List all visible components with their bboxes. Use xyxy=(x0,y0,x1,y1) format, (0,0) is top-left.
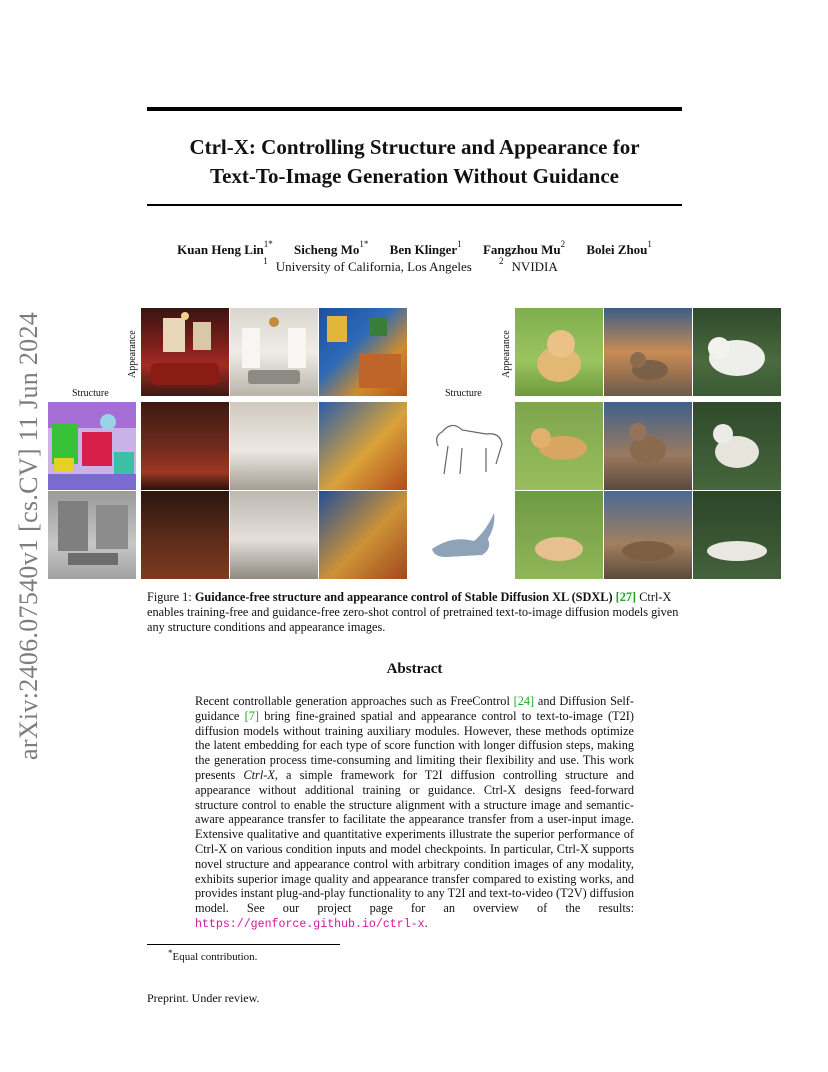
affiliation: $^1$ University of California, Los Angeles xyxy=(263,256,472,274)
figure-caption: Figure 1: Guidance-free structure and appearance control of Stable Diffusion XL (SDXL) [27] Ctrl-X enables training-free and guidance-free zero-shot control of pretrained text-to-image diffusion models given any structure conditions and appearance images. xyxy=(147,590,679,634)
title-line-1: Ctrl-X: Controlling Structure and Appearance for xyxy=(189,135,640,159)
puppy-illustration xyxy=(515,308,603,396)
white-room-illustration xyxy=(230,308,318,396)
caption-bold: Guidance-free structure and appearance control of Stable Diffusion XL (SDXL) xyxy=(194,590,616,604)
output-red-room-seg xyxy=(141,402,229,490)
appearance-image-white-tiger xyxy=(693,308,781,396)
output-puppy-sketch xyxy=(515,402,603,490)
tiger-mesh-output-illustration xyxy=(693,491,781,579)
cat-output-illustration xyxy=(604,402,692,490)
author: Fangzhou Mu$^2$ xyxy=(482,239,566,257)
footnote: *Equal contribution. xyxy=(168,948,258,963)
painting-illustration xyxy=(319,308,407,396)
abstract-heading: Abstract xyxy=(386,661,443,677)
appearance-image-cat-sunset xyxy=(604,308,692,396)
project-url-link[interactable]: https://genforce.github.io/ctrl-x xyxy=(195,917,425,931)
output-white-room-render xyxy=(230,491,318,579)
red-room-illustration xyxy=(141,308,229,396)
affiliation: $^2$ NVIDIA xyxy=(499,256,558,274)
cat-illustration xyxy=(604,308,692,396)
preprint-note: Preprint. Under review. xyxy=(147,991,260,1005)
appearance-image-van-gogh-bedroom xyxy=(319,308,407,396)
output-painting-seg xyxy=(319,402,407,490)
output-white-room-seg xyxy=(230,402,318,490)
output-red-room-render xyxy=(141,491,229,579)
caption-ref-link[interactable]: [27] xyxy=(615,590,637,604)
affiliations xyxy=(147,256,682,275)
citation-link[interactable]: [7] xyxy=(244,708,259,723)
appearance-image-white-room xyxy=(230,308,318,396)
structure-segmentation-map xyxy=(48,402,136,490)
structure-3d-render xyxy=(48,491,136,579)
structure-cat-mesh xyxy=(422,491,510,579)
render-illustration xyxy=(48,491,136,579)
right-structure-label: Structure xyxy=(445,388,482,399)
output-tiger-sketch xyxy=(693,402,781,490)
mesh-illustration xyxy=(422,491,510,579)
right-appearance-label: Appearance xyxy=(501,330,512,378)
arxiv-stamp: arXiv:2406.07540v1 [cs.CV] 11 Jun 2024 xyxy=(14,311,43,760)
output-cat-mesh xyxy=(604,491,692,579)
structure-dog-sketch xyxy=(422,402,510,490)
title-line-2: Text-To-Image Generation Without Guidance xyxy=(210,164,619,188)
citation-link[interactable]: [24] xyxy=(513,694,535,708)
output-tiger-mesh xyxy=(693,491,781,579)
puppy-mesh-illustration xyxy=(515,491,603,579)
appearance-image-puppy xyxy=(515,308,603,396)
left-appearance-label: Appearance xyxy=(127,330,138,378)
output-cat-sketch xyxy=(604,402,692,490)
author: Ben Klinger$^1$ xyxy=(389,239,462,257)
author: Kuan Heng Lin$^{1*}$ xyxy=(177,239,273,257)
caption-text: Ctrl-X enables training-free and guidance-free zero-shot control of pretrained text-to-image diffusion models given any structure conditions and appearance images. xyxy=(147,590,679,634)
title-bottom-rule xyxy=(147,204,682,206)
left-structure-label: Structure xyxy=(72,388,109,399)
sketch-illustration xyxy=(422,402,510,490)
author: Sicheng $Mo^{1*}$ xyxy=(294,239,369,257)
title-top-rule xyxy=(147,107,682,111)
segmentation-illustration xyxy=(48,402,136,490)
tiger-illustration xyxy=(693,308,781,396)
cat-mesh-output-illustration xyxy=(604,491,692,579)
tiger-output-illustration xyxy=(693,402,781,490)
output-puppy-mesh xyxy=(515,491,603,579)
abstract-body: Recent controllable generation approaches such as FreeControl [24] and Diffusion Self-guidance [7] bring fine-grained spatial and appearance control to text-to-image (T2I) diffusion models without training auxiliary modules. However, these methods optimize the latent embedding for each type of score function with longer diffusion steps, making the generation process time-consuming and limiting their flexibility and use. This work presents Ctrl-X, a simple framework for T2I diffusion controlling structure and appearance without additional training or guidance. Ctrl-X designs feed-forward structure control to enable the structure alignment with a structure image and semantic-aware appearance transfer to facilitate the appearance transfer from a user-input image. Extensive qualitative and quantitative experiments illustrate the superior performance of Ctrl-X on various condition inputs and model checkpoints. In particular, Ctrl-X supports novel structure and appearance control with arbitrary condition images of any modality, exhibits superior image quality and appearance transfer compared to existing works, and provides instant plug-and-play functionality to any T2I and text-to-video (T2V) diffusion model. See our project page for an overview of the results: https://genforce.github.io/ctrl-x. xyxy=(195,694,634,931)
dog-output-illustration xyxy=(515,402,603,490)
paper-title xyxy=(147,133,682,191)
output-painting-render xyxy=(319,491,407,579)
author: Bolei Zhou$^1$ xyxy=(586,239,652,257)
footnote-rule xyxy=(147,944,340,945)
appearance-image-red-room xyxy=(141,308,229,396)
author-list xyxy=(147,239,682,258)
